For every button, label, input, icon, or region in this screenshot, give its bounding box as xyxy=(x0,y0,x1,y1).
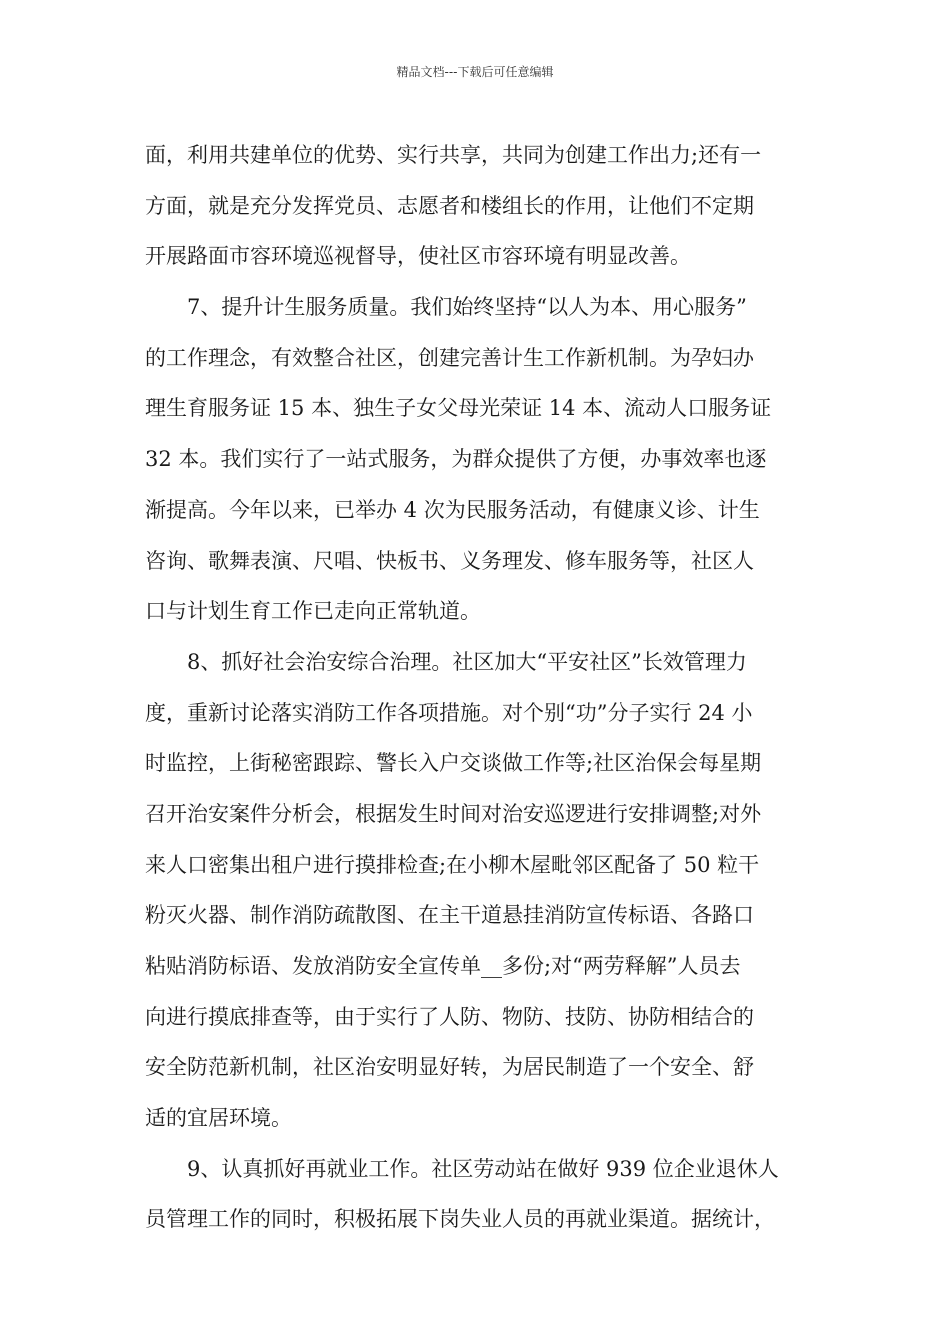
text-line: 时监控，上街秘密跟踪、警长入户交谈做工作等;社区治保会每星期 xyxy=(145,751,762,776)
text-line: 的工作理念，有效整合社区，创建完善计生工作新机制。为孕妇办 xyxy=(145,345,754,370)
text-line: 32 本。我们实行了一站式服务，为群众提供了方便，办事效率也逐 xyxy=(145,447,767,472)
text-line: 理生育服务证 15 本、独生子女父母光荣证 14 本、流动人口服务证 xyxy=(145,396,772,421)
text-line: 安全防范新机制，社区治安明显好转，为居民制造了一个安全、舒 xyxy=(145,1055,754,1080)
paragraph-start-line: 9、认真抓好再就业工作。社区劳动站在做好 939 位企业退休人 xyxy=(187,1156,779,1181)
text-line: 口与计划生育工作已走向正常轨道。 xyxy=(145,599,481,624)
text-line: 开展路面市容环境巡视督导，使社区市容环境有明显改善。 xyxy=(145,244,691,269)
text-line: 渐提高。今年以来，已举办 4 次为民服务活动，有健康义诊、计生 xyxy=(145,497,760,522)
text-line: 来人口密集出租户进行摸排检查;在小柳木屋毗邻区配备了 50 粒干 xyxy=(145,852,760,877)
text-line: 粘贴消防标语、发放消防安全宣传单__多份;对“两劳释解”人员去 xyxy=(145,954,741,978)
text-line: 适的宜居环境。 xyxy=(145,1106,292,1131)
text-line: 员管理工作的同时，积极拓展下岗失业人员的再就业渠道。据统计， xyxy=(145,1207,775,1232)
text-line: 咨询、歌舞表演、尺唱、快板书、义务理发、修车服务等，社区人 xyxy=(145,548,754,573)
paragraph-start-line: 8、抓好社会治安综合治理。社区加大“平安社区”长效管理力 xyxy=(187,649,747,674)
text-line: 度，重新讨论落实消防工作各项措施。对个别“功”分子实行 24 小 xyxy=(145,700,753,725)
document-body xyxy=(145,130,810,1245)
text-line: 向进行摸底排查等，由于实行了人防、物防、技防、协防相结合的 xyxy=(145,1004,754,1029)
text-line: 粉灭火器、制作消防疏散图、在主干道悬挂消防宣传标语、各路口 xyxy=(145,903,754,928)
text-line: 方面，就是充分发挥党员、志愿者和楼组长的作用，让他们不定期 xyxy=(145,193,754,218)
text-line: 召开治安案件分析会，根据发生时间对治安巡逻进行安排调整;对外 xyxy=(145,801,762,826)
paragraph-start-line: 7、提升计生服务质量。我们始终坚持“以人为本、用心服务” xyxy=(187,295,747,320)
page-header: 精品文档---下载后可任意编辑 xyxy=(396,65,554,79)
text-line: 面，利用共建单位的优势、实行共享，共同为创建工作出力;还有一 xyxy=(145,143,762,167)
